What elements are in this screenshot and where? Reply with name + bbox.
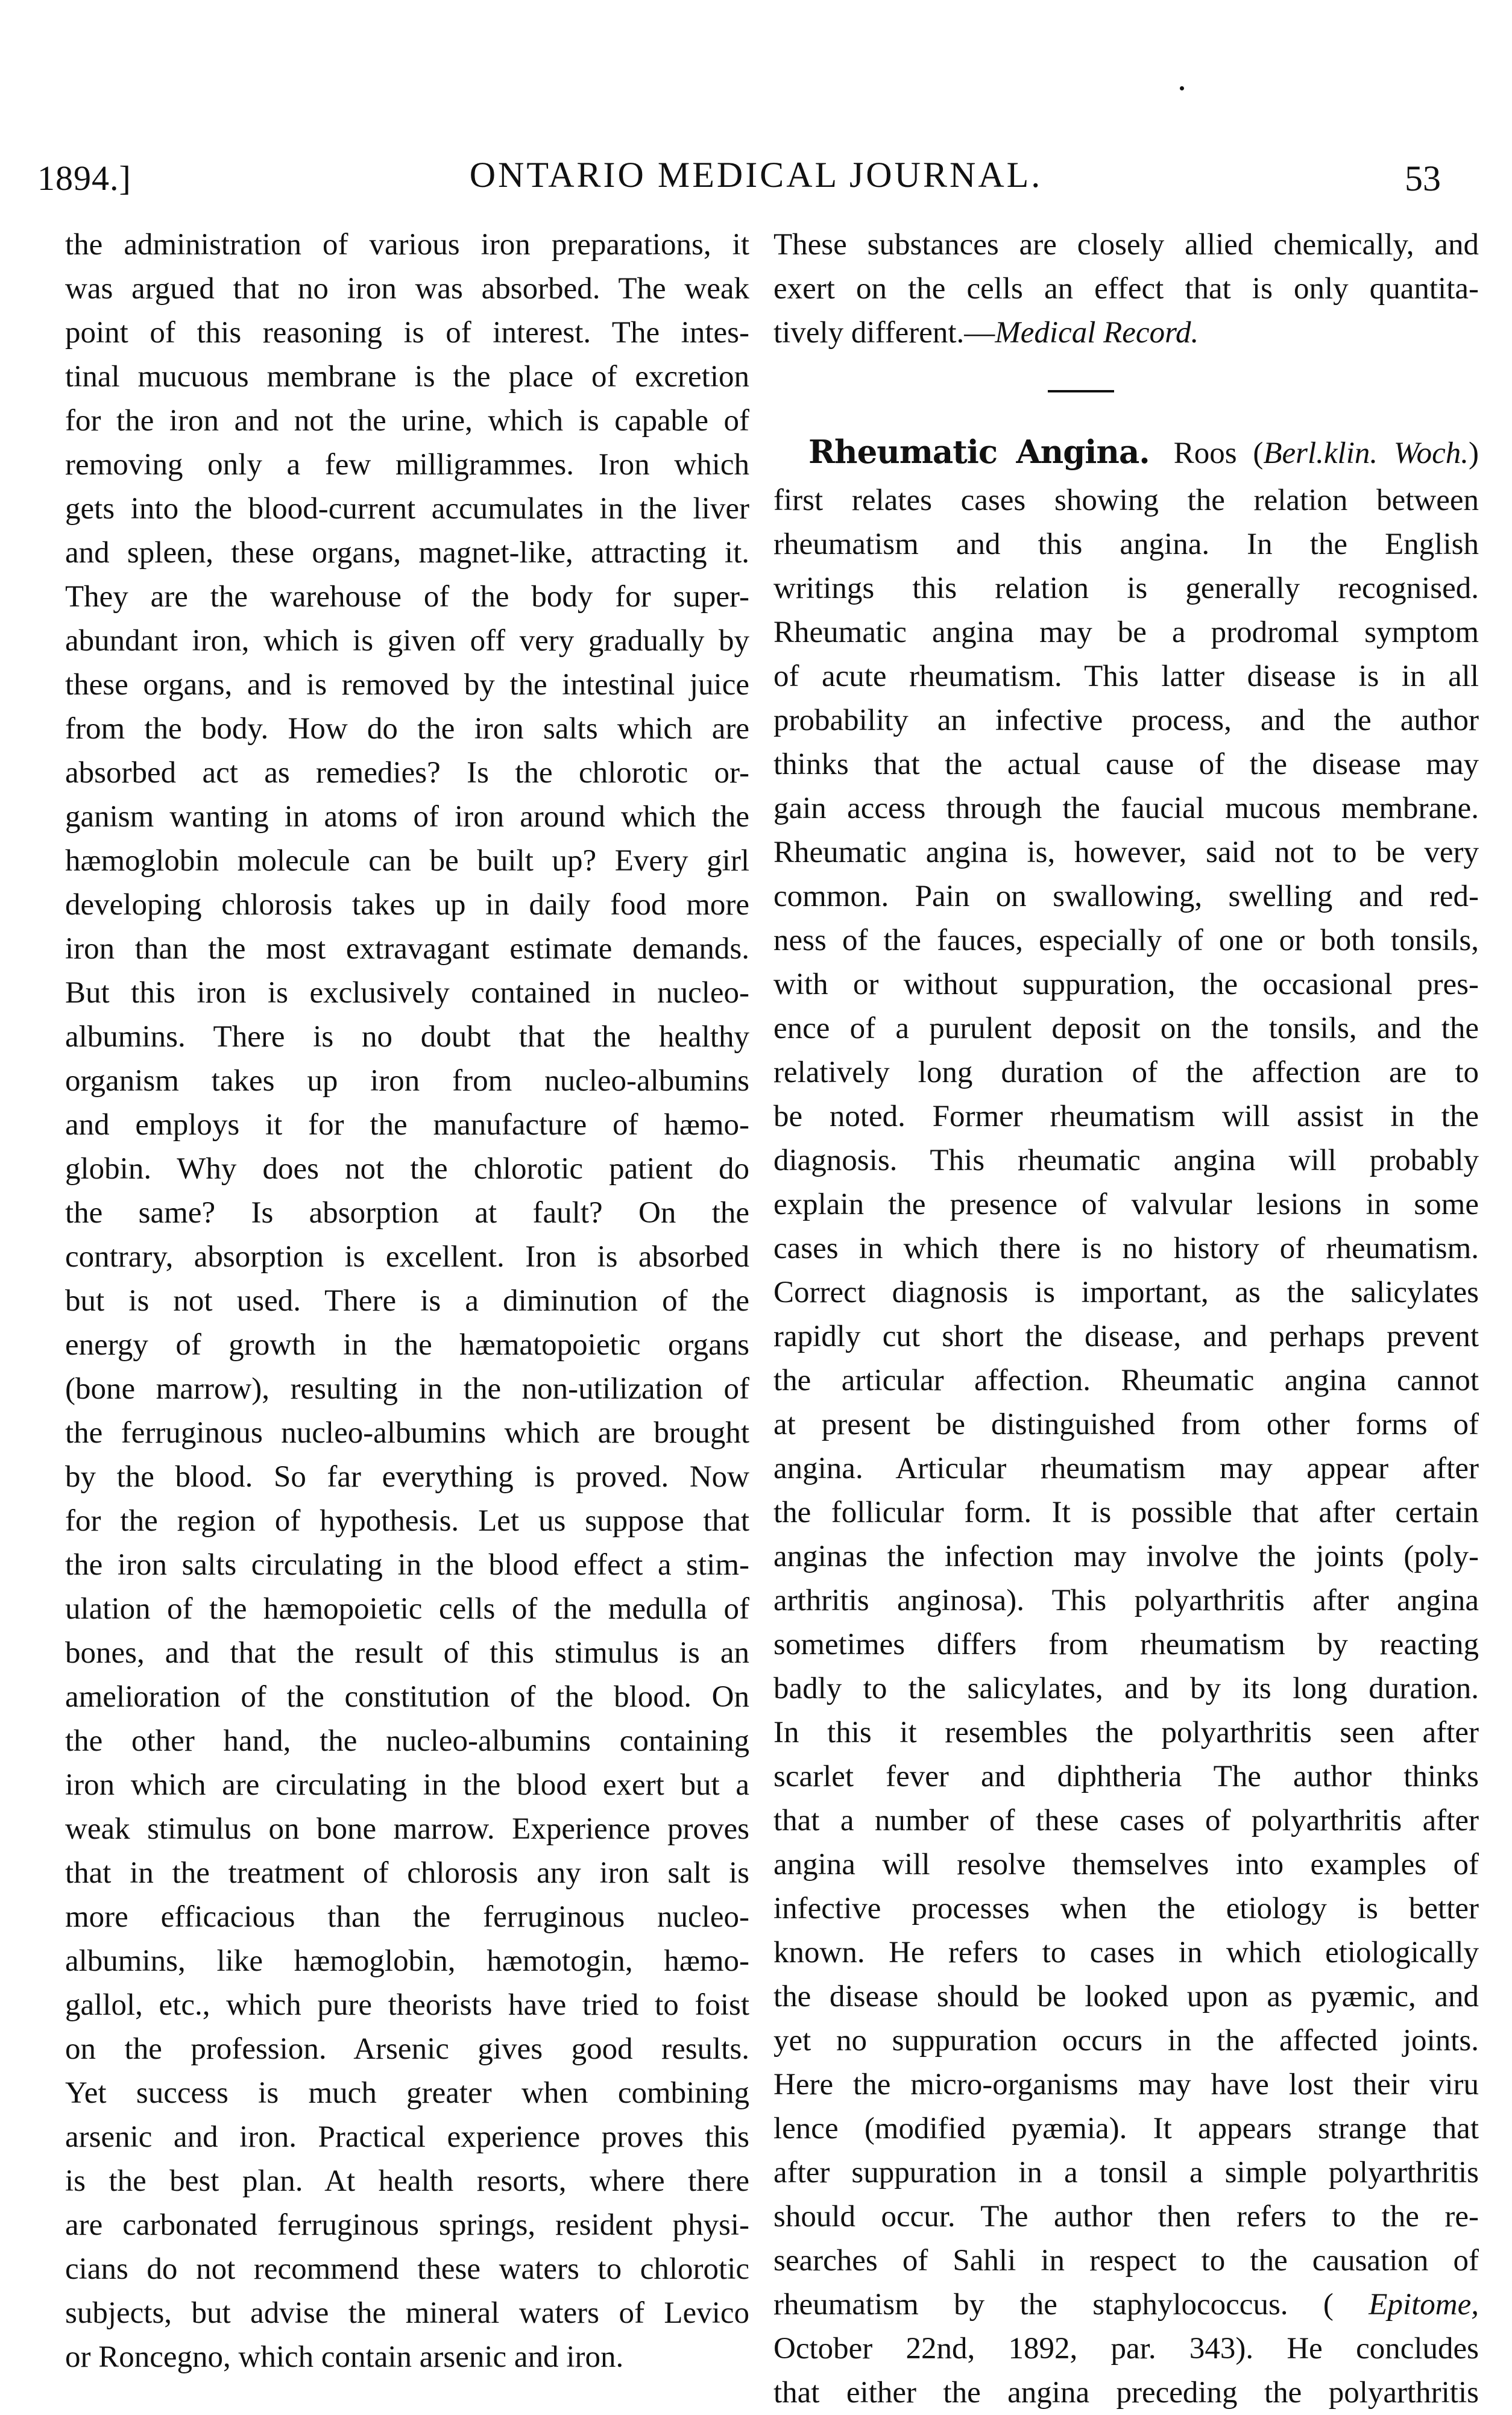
text-line: the other hand, the nucleo-albumins containing xyxy=(65,1724,749,1758)
text-line: was argued that no iron was absorbed. The weak xyxy=(65,272,749,306)
text-line: Yet success is much greater when combining xyxy=(65,2076,749,2110)
text-line: these organs, and is removed by the intestinal juice xyxy=(65,668,749,702)
text-line: hæmoglobin molecule can be built up? Every girl xyxy=(65,844,749,878)
text-line: is the best plan. At health resorts, where there xyxy=(65,2164,749,2198)
running-head-year: 1894.] xyxy=(37,159,131,198)
text-line: In this it resembles the polyarthritis seen after xyxy=(773,1716,1479,1749)
text-line: known. He refers to cases in which etiologically xyxy=(773,1936,1479,1969)
text-line: be noted. Former rheumatism will assist in the xyxy=(773,1100,1479,1133)
text-line: that either the angina preceding the polyarthritis xyxy=(773,2376,1479,2410)
text-line: for the iron and not the urine, which is capable of xyxy=(65,404,749,438)
text-line: gallol, etc., which pure theorists have tried to foist xyxy=(65,1988,749,2022)
text-fragment: rheumatism by the staphylococcus. ( xyxy=(773,2288,1334,2322)
text-line: iron than the most extravagant estimate demands. xyxy=(65,932,749,966)
text-line: albumins, like hæmoglobin, hæmotogin, hæmo- xyxy=(65,1944,749,1978)
text-line: cases in which there is no history of rheumatism. xyxy=(773,1232,1479,1265)
text-line: or Roncegno, which contain arsenic and iron. xyxy=(65,2340,624,2374)
text-line: albumins. There is no doubt that the healthy xyxy=(65,1020,749,1054)
text-line: cians do not recommend these waters to chlorotic xyxy=(65,2252,749,2286)
text-line: the articular affection. Rheumatic angina cannot xyxy=(773,1364,1479,1397)
text-line: with or without suppuration, the occasional pres- xyxy=(773,968,1479,1001)
text-line: after suppuration in a tonsil a simple polyarthritis xyxy=(773,2156,1479,2190)
text-line: but is not used. There is a diminution of the xyxy=(65,1284,749,1318)
section-body xyxy=(773,479,1479,2415)
text-line: thinks that the actual cause of the disease may xyxy=(773,748,1479,781)
text-line: Rheumatic angina may be a prodromal symptom xyxy=(773,616,1479,649)
text-line: that in the treatment of chlorosis any iron salt is xyxy=(65,1856,749,1890)
text-line: tinal mucuous membrane is the place of excretion xyxy=(65,360,749,394)
section-divider xyxy=(773,355,1479,399)
text-line: lence (modified pyæmia). It appears strange that xyxy=(773,2112,1479,2146)
text-line: scarlet fever and diphtheria The author thinks xyxy=(773,1760,1479,1793)
text-line: probability an infective process, and the author xyxy=(773,704,1479,737)
text-line: ence of a purulent deposit on the tonsils, and the xyxy=(773,1012,1479,1045)
text-line: searches of Sahli in respect to the causation of xyxy=(773,2244,1479,2278)
text-line: for the region of hypothesis. Let us suppose that xyxy=(65,1504,749,1538)
text-line: are carbonated ferruginous springs, resident physi- xyxy=(65,2208,749,2242)
text-line: yet no suppuration occurs in the affected joints. xyxy=(773,2024,1479,2058)
text-line: October 22nd, 1892, par. 343). He concludes xyxy=(773,2332,1479,2366)
text-line: rheumatism and this angina. In the English xyxy=(773,527,1479,561)
text-line: and employs it for the manufacture of hæmo- xyxy=(65,1108,749,1142)
text-line: ness of the fauces, especially of one or both tonsils, xyxy=(773,924,1479,957)
text-line: the follicular form. It is possible that after certain xyxy=(773,1496,1479,1529)
text-line: at present be distinguished from other forms of xyxy=(773,1408,1479,1441)
text-line: diagnosis. This rheumatic angina will probably xyxy=(773,1144,1479,1177)
text-line: (bone marrow), resulting in the non-utilization of xyxy=(65,1372,749,1406)
text-line: relatively long duration of the affection are to xyxy=(773,1056,1479,1089)
print-speck xyxy=(1180,86,1184,90)
text-line: They are the warehouse of the body for super- xyxy=(65,580,749,614)
right-column xyxy=(773,223,1479,2415)
text-line: But this iron is exclusively contained in nucleo- xyxy=(65,976,749,1010)
text-line: angina. Articular rheumatism may appear after xyxy=(773,1452,1479,1485)
text-line: of acute rheumatism. This latter disease is in all xyxy=(773,660,1479,693)
source-attribution: Medical Record. xyxy=(995,316,1199,350)
text-line: explain the presence of valvular lesions in some xyxy=(773,1188,1479,1221)
text-line: arsenic and iron. Practical experience proves this xyxy=(65,2120,749,2154)
section-heading: Rheumatic Angina. xyxy=(808,433,1150,471)
text-line: on the profession. Arsenic gives good results. xyxy=(65,2032,749,2066)
text-line: more efficacious than the ferruginous nucleo- xyxy=(65,1900,749,1934)
author-citation xyxy=(1174,436,1479,470)
text-line: organism takes up iron from nucleo-albumins xyxy=(65,1064,749,1098)
text-line: writings this relation is generally recognised. xyxy=(773,571,1479,605)
spacer xyxy=(773,399,1479,430)
left-column xyxy=(65,223,749,2379)
text-line: the administration of various iron preparations, it xyxy=(65,228,749,262)
text-line: weak stimulus on bone marrow. Experience proves xyxy=(65,1812,749,1846)
text-line: iron which are circulating in the blood exert but a xyxy=(65,1768,749,1802)
epitome-citation: Epitome, xyxy=(1369,2288,1479,2322)
text-line: globin. Why does not the chlorotic patient do xyxy=(65,1152,749,1186)
text-line: from the body. How do the iron salts which are xyxy=(65,712,749,746)
text-line: energy of growth in the hæmatopoietic organs xyxy=(65,1328,749,1362)
text-line: bones, and that the result of this stimulus is an xyxy=(65,1636,749,1670)
running-head xyxy=(0,152,1512,206)
text-line: rapidly cut short the disease, and perhaps prevent xyxy=(773,1320,1479,1353)
text-line: by the blood. So far everything is proved. Now xyxy=(65,1460,749,1494)
text-line: ganism wanting in atoms of iron around which the xyxy=(65,800,749,834)
text-line: that a number of these cases of polyarthritis after xyxy=(773,1804,1479,1837)
text-line: badly to the salicylates, and by its long duration. xyxy=(773,1672,1479,1705)
text-line: contrary, absorption is excellent. Iron is absorbed xyxy=(65,1240,749,1274)
journal-title: ONTARIO MEDICAL JOURNAL. xyxy=(469,155,1043,195)
text-line: developing chlorosis takes up in daily food more xyxy=(65,888,749,922)
text-line: abundant iron, which is given off very gradually by xyxy=(65,624,749,658)
text-line: first relates cases showing the relation between xyxy=(773,483,1479,517)
text-line: common. Pain on swallowing, swelling and red- xyxy=(773,880,1479,913)
text-line: anginas the infection may involve the joints (poly- xyxy=(773,1540,1479,1573)
text-line xyxy=(773,2283,1479,2327)
text-line: should occur. The author then refers to the re- xyxy=(773,2200,1479,2234)
text-line: removing only a few milligrammes. Iron which xyxy=(65,448,749,482)
page-number: 53 xyxy=(1405,159,1441,198)
text-line: and spleen, these organs, magnet-like, attracting it. xyxy=(65,536,749,570)
text-line: Rheumatic angina is, however, said not to be very xyxy=(773,836,1479,869)
text-line: sometimes differs from rheumatism by reacting xyxy=(773,1628,1479,1661)
text-line: the iron salts circulating in the blood effect a stim- xyxy=(65,1548,749,1582)
text-line xyxy=(773,311,1479,355)
citation-close: ) xyxy=(1469,436,1479,470)
text-line: gets into the blood-current accumulates in the liver xyxy=(65,492,749,526)
text-line: amelioration of the constitution of the blood. On xyxy=(65,1680,749,1714)
text-line: infective processes when the etiology is better xyxy=(773,1892,1479,1925)
text-line: the ferruginous nucleo-albumins which are brought xyxy=(65,1416,749,1450)
text-line: Correct diagnosis is important, as the salicylates xyxy=(773,1276,1479,1309)
text-line: exert on the cells an effect that is only quantita- xyxy=(773,272,1479,306)
intro-last-line-text: tively different.— xyxy=(773,316,995,350)
text-line: absorbed act as remedies? Is the chlorotic or- xyxy=(65,756,749,790)
text-line: ulation of the hæmopoietic cells of the medulla of xyxy=(65,1592,749,1626)
section-heading-line xyxy=(773,430,1479,479)
journal-citation: Berl.klin. Woch. xyxy=(1263,436,1469,470)
text-line: the same? Is absorption at fault? On the xyxy=(65,1196,749,1230)
text-line: These substances are closely allied chemically, and xyxy=(773,228,1479,262)
text-line: point of this reasoning is of interest. The intes- xyxy=(65,316,749,350)
text-line: the disease should be looked upon as pyæmic, and xyxy=(773,1980,1479,2014)
text-line: angina will resolve themselves into examples of xyxy=(773,1848,1479,1881)
text-line: arthritis anginosa). This polyarthritis after angina xyxy=(773,1584,1479,1617)
text-line: Here the micro-organisms may have lost their viru xyxy=(773,2068,1479,2102)
author-name: Roos ( xyxy=(1173,436,1264,470)
text-line: gain access through the faucial mucous membrane. xyxy=(773,792,1479,825)
text-line: subjects, but advise the mineral waters of Levico xyxy=(65,2296,749,2330)
